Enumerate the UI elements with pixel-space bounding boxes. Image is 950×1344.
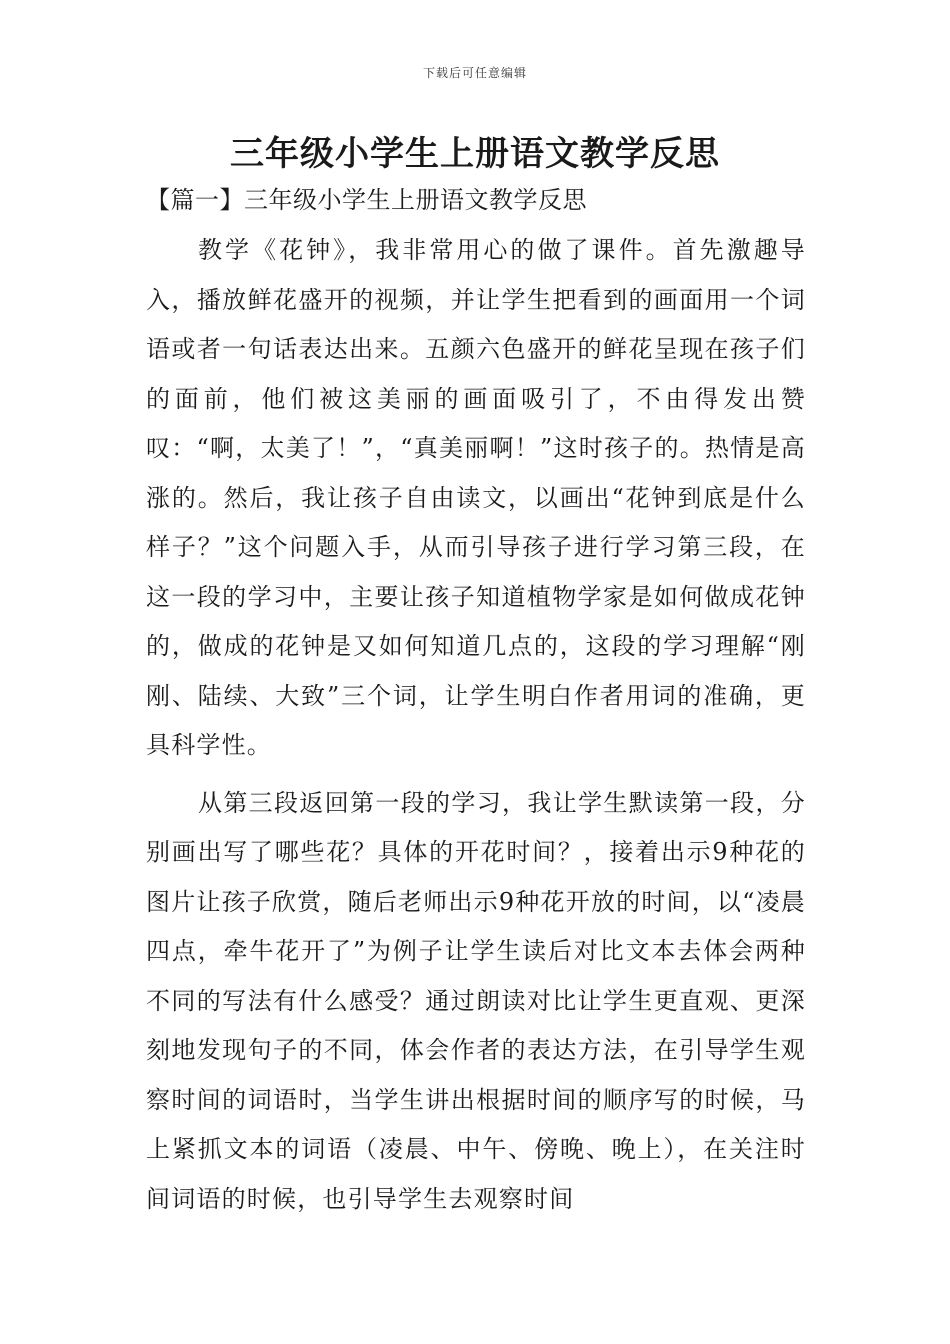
body-text [146, 226, 806, 1232]
document-title: 三年级小学生上册语文教学反思 [230, 134, 720, 174]
paragraph-1: 教学《花钟》，我非常用心的做了课件。首先激趣导入，播放鲜花盛开的视频，并让学生把看到的画面用一个词语或者一句话表达出来。五颜六色盛开的鲜花呈现在孩子们的面前，他们被这美丽的画面吸引了，不由得发出赞叹：“啊，太美了！”，“真美丽啊！”这时孩子的。热情是高涨的。然后，我让孩子自由读文，以画出“花钟到底是什么样子？”这个问题入手，从而引导孩子进行学习第三段，在这一段的学习中，主要让孩子知道植物学家是如何做成花钟的，做成的花钟是又如何知道几点的，这段的学习理解“刚刚、陆续、大致”三个词，让学生明白作者用词的准确，更具科学性。 [146, 236, 806, 759]
header-note: 下载后可任意编辑 [422, 66, 527, 80]
section-heading: 【篇一】三年级小学生上册语文教学反思 [146, 186, 587, 214]
paragraph-2: 从第三段返回第一段的学习，我让学生默读第一段，分别画出写了哪些花？具体的开花时间？，接着出示9种花的图片让孩子欣赏，随后老师出示9种花开放的时间，以“凌晨四点，牵牛花开了”为例子让学生读后对比文本去体会两种不同的写法有什么感受？通过朗读对比让学生更直观、更深刻地发现句子的不同，体会作者的表达方法，在引导学生观察时间的词语时，当学生讲出根据时间的顺序写的时候，马上紧抓文本的词语（凌晨、中午、傍晚、晚上），在关注时间词语的时候，也引导学生去观察时间 [146, 788, 806, 1213]
